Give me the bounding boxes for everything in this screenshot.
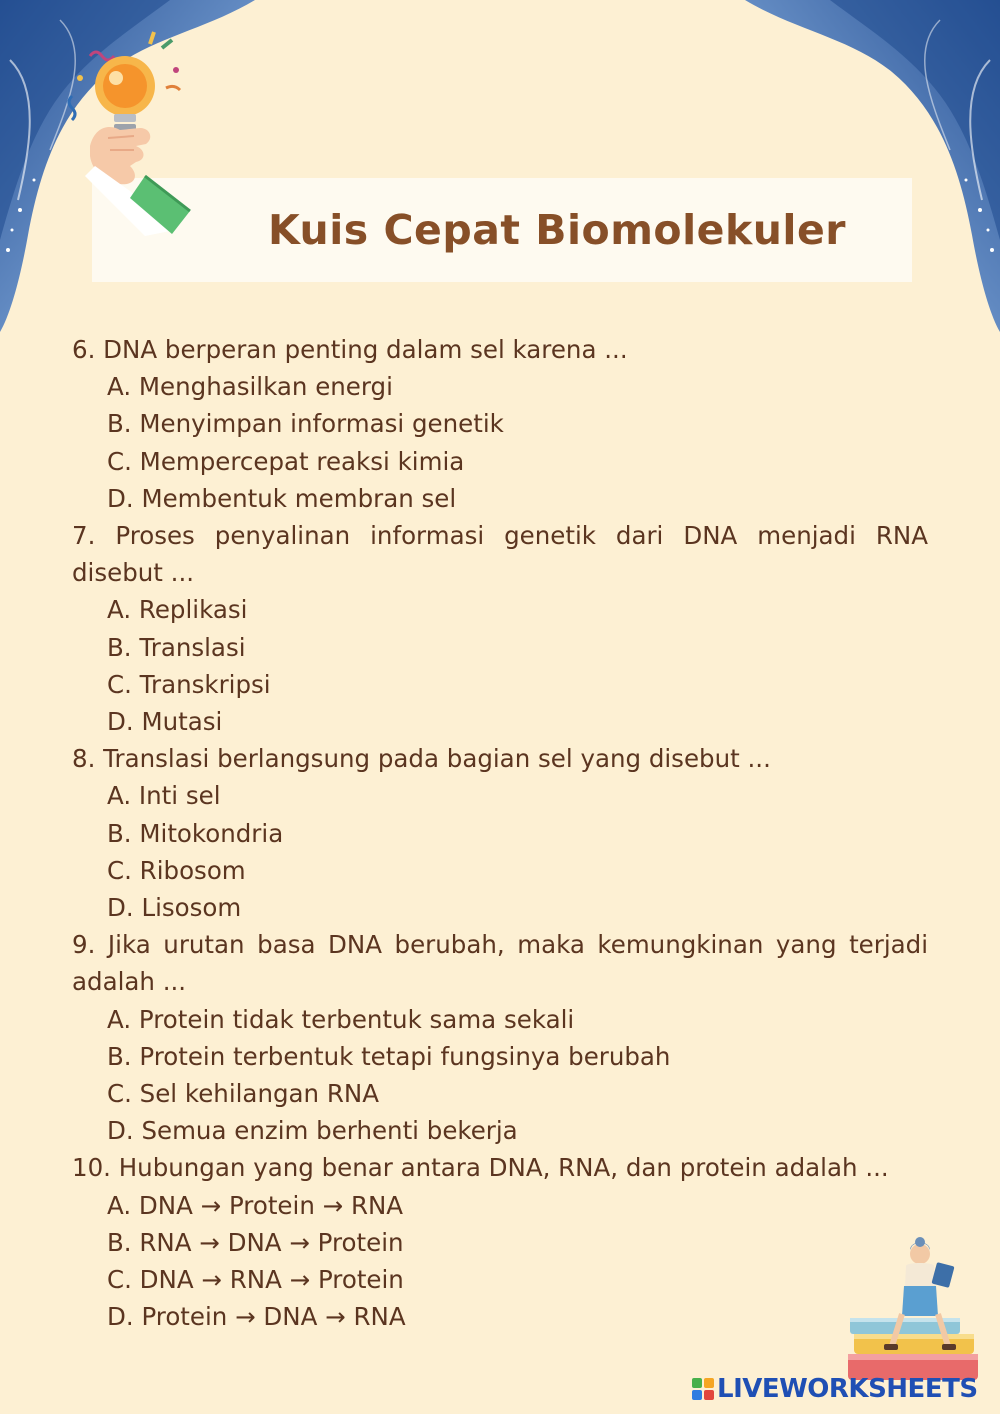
question-text: 8. Translasi berlangsung pada bagian sel yang disebut ... (72, 744, 771, 774)
answer-option: B. Mitokondria (107, 818, 284, 848)
title-banner (92, 178, 912, 282)
liveworksheets-logo-icon (692, 1378, 714, 1400)
answer-option: A. Replikasi (107, 595, 248, 625)
answer-option: A. Inti sel (107, 781, 221, 811)
page-title: Kuis Cepat Biomolekuler (267, 206, 846, 254)
answer-option: A. Protein tidak terbentuk sama sekali (107, 1004, 575, 1034)
answer-option: B. Menyimpan informasi genetik (107, 409, 504, 439)
watermark-text: LIVEWORKSHEETS (717, 1374, 978, 1404)
answer-option: C. Transkripsi (107, 669, 271, 699)
lightbulb-hand-icon (50, 26, 210, 236)
answer-option: D. Mutasi (107, 707, 223, 737)
answer-option: A. DNA → Protein → RNA (107, 1190, 404, 1220)
answer-option: C. Mempercepat reaksi kimia (107, 446, 465, 476)
wave-decoration-right (720, 0, 1000, 340)
answer-option: D. Lisosom (107, 893, 242, 923)
answer-option: D. Semua enzim berhenti bekerja (107, 1116, 518, 1146)
answer-option: C. Ribosom (107, 855, 246, 885)
question-text: 7. Proses penyalinan informasi genetik dari DNA menjadi RNA disebut ... (72, 521, 928, 588)
answer-option: B. Protein terbentuk tetapi fungsinya berubah (107, 1041, 671, 1071)
answer-option: C. Sel kehilangan RNA (107, 1079, 379, 1109)
answer-option: A. Menghasilkan energi (107, 372, 393, 402)
question-text: 6. DNA berperan penting dalam sel karena ... (72, 335, 628, 364)
answer-option: D. Protein → DNA → RNA (107, 1302, 406, 1332)
question-text: 9. Jika urutan basa DNA berubah, maka kemungkinan yang terjadi adalah ... (72, 930, 928, 997)
answer-option: B. Translasi (107, 632, 246, 662)
answer-option: B. RNA → DNA → Protein (107, 1227, 404, 1257)
quiz-content (72, 331, 928, 1335)
liveworksheets-watermark (692, 1372, 978, 1406)
question-text: 10. Hubungan yang benar antara DNA, RNA, dan protein adalah ... (72, 1153, 889, 1183)
answer-option: D. Membentuk membran sel (107, 483, 457, 513)
answer-option: C. DNA → RNA → Protein (107, 1265, 404, 1295)
teacher-on-books-icon (840, 1236, 990, 1386)
